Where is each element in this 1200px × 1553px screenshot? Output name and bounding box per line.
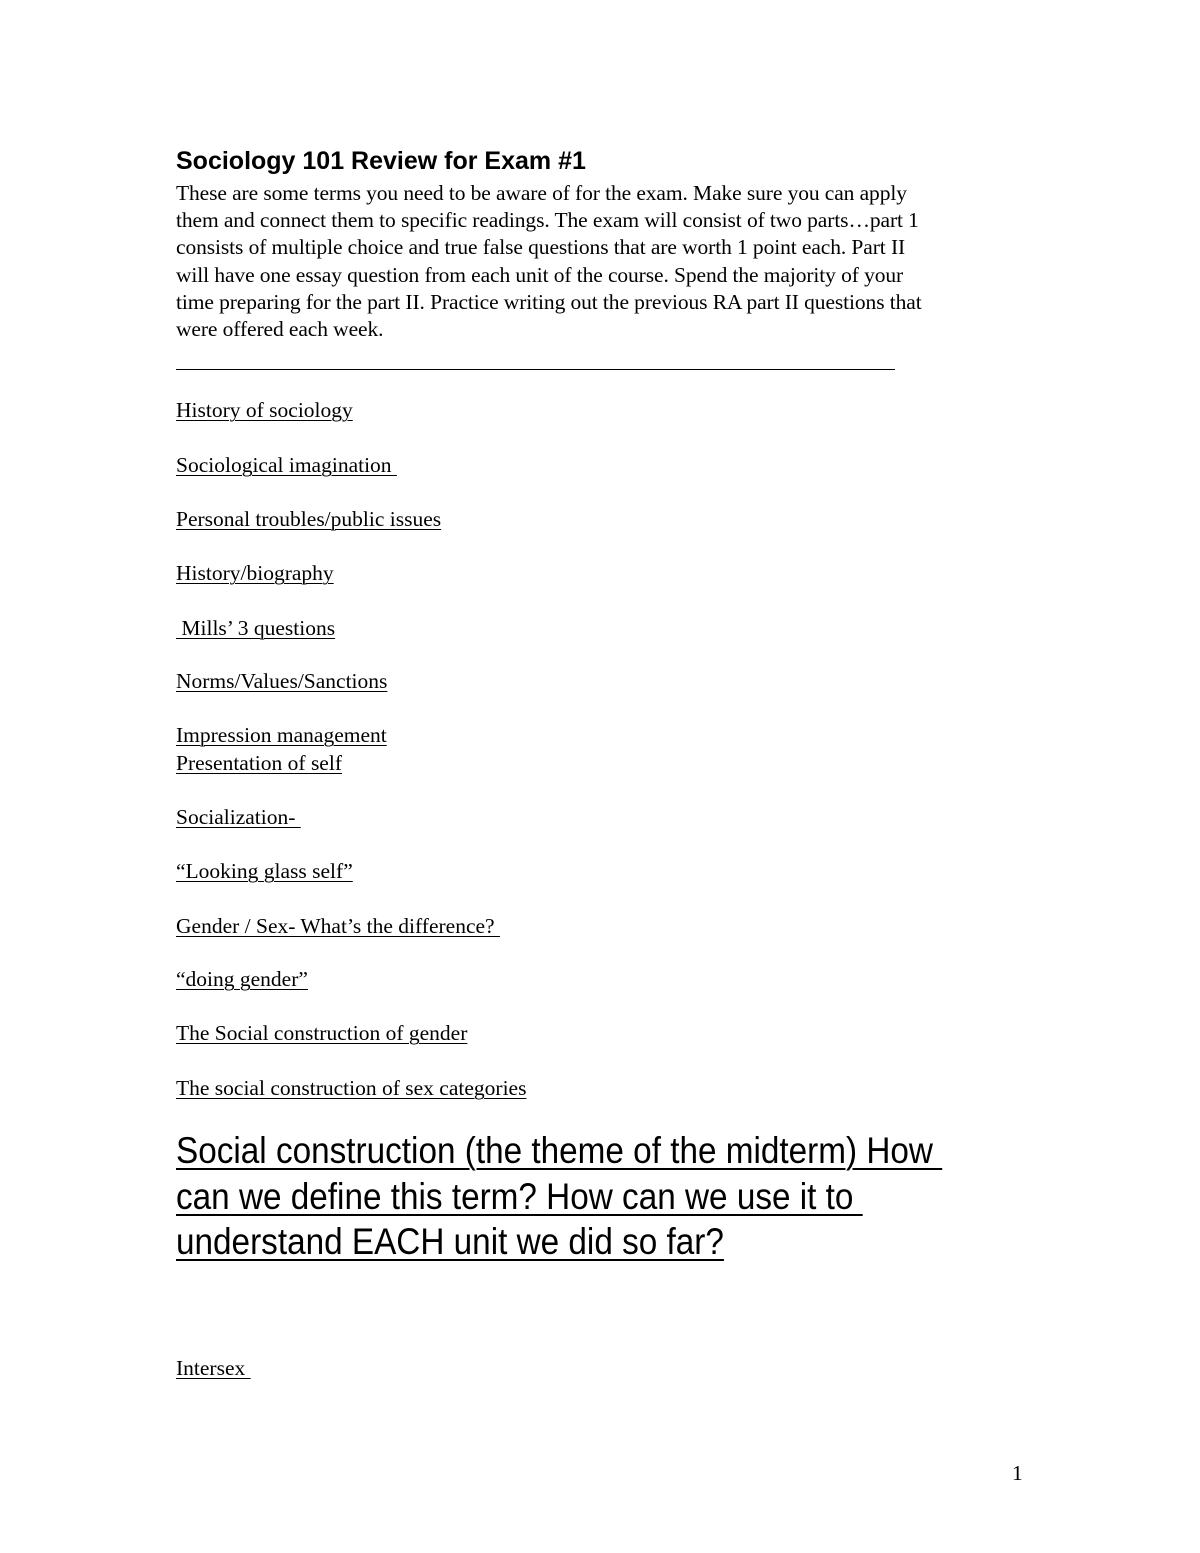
term-doing-gender: “doing gender” bbox=[176, 967, 308, 991]
theme-line: understand EACH unit we did so far? bbox=[176, 1221, 724, 1262]
intro-line: These are some terms you need to be aware of for the exam. Make sure you can apply bbox=[176, 181, 907, 205]
term-looking-glass-self: “Looking glass self” bbox=[176, 859, 353, 883]
term-personal-troubles: Personal troubles/public issues bbox=[176, 507, 442, 531]
term-norms-values-sanctions: Norms/Values/Sanctions bbox=[176, 669, 388, 693]
intro-line: time preparing for the part II. Practice writing out the previous RA part II questions that bbox=[176, 289, 922, 314]
term-history-of-sociology: History of sociology bbox=[176, 398, 353, 422]
term-intersex: Intersex bbox=[176, 1356, 251, 1380]
intro-line: them and connect them to specific readings. The exam will consist of two parts…part 1 bbox=[176, 208, 919, 233]
term-presentation-of-self: Presentation of self bbox=[176, 751, 342, 775]
term-social-construction-gender: The Social construction of gender bbox=[176, 1021, 468, 1045]
term-socialization: Socialization- bbox=[176, 805, 301, 829]
term-gender-sex: Gender / Sex- What’s the difference? bbox=[176, 914, 500, 938]
term-history-biography: History/biography bbox=[176, 561, 334, 585]
intro-line: will have one essay question from each unit of the course. Spend the majority of your bbox=[176, 262, 904, 287]
intro-line: were offered each week. bbox=[176, 317, 384, 342]
intro-line: consists of multiple choice and true false questions that are worth 1 point each. Part II bbox=[176, 235, 906, 260]
page-title: Sociology 101 Review for Exam #1 bbox=[176, 147, 586, 175]
term-mills-questions: Mills’ 3 questions bbox=[176, 616, 336, 640]
page-number: 1 bbox=[1012, 1461, 1023, 1485]
term-impression-management: Impression management bbox=[176, 723, 387, 747]
horizontal-divider bbox=[176, 369, 895, 370]
term-social-construction-sex: The social construction of sex categories bbox=[176, 1076, 527, 1100]
theme-line: can we define this term? How can we use it to bbox=[176, 1175, 863, 1217]
term-sociological-imagination: Sociological imagination bbox=[176, 453, 397, 477]
theme-line: Social construction (the theme of the midterm) How bbox=[176, 1130, 943, 1171]
midterm-theme-heading bbox=[176, 1128, 1027, 1265]
intro-paragraph bbox=[176, 180, 1016, 343]
